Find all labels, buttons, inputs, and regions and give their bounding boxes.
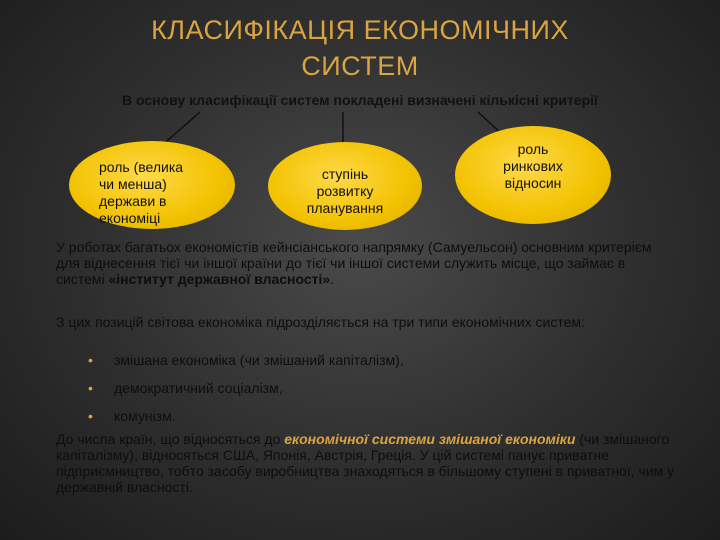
list-item-text: змішана економіка (чи змішаний капіталізм), xyxy=(114,352,404,368)
paragraph-keynesian xyxy=(56,239,676,287)
bullet-icon: • xyxy=(88,408,93,424)
criterion-planning xyxy=(268,142,422,230)
criterion-line: ринкових xyxy=(503,158,563,174)
criterion-line: роль (велика xyxy=(99,159,184,175)
criterion-line: чи менша) xyxy=(99,176,167,192)
system-types-list xyxy=(88,352,404,436)
criterion-line: роль xyxy=(517,141,549,157)
criterion-market-role xyxy=(455,126,611,224)
list-item-text: комунізм. xyxy=(114,408,176,424)
list-item xyxy=(88,352,404,380)
paragraph-start: До числа країн, що відносяться до xyxy=(56,431,285,447)
title-line-1: КЛАСИФІКАЦІЯ ЕКОНОМІЧНИХ xyxy=(151,15,569,45)
paragraph-end: . xyxy=(330,271,335,287)
title-line-2: СИСТЕМ xyxy=(301,51,419,81)
slide-subtitle: В основу класифікації систем покладені визначені кількісні критерії xyxy=(122,92,598,108)
criterion-line: економіці xyxy=(99,210,161,226)
mixed-economy-term: економічної системи змішаної економіки xyxy=(284,431,576,447)
criterion-line: ступінь xyxy=(321,166,369,182)
state-property-term: «інститут державної власності» xyxy=(108,271,331,287)
criterion-line: планування xyxy=(306,200,384,216)
paragraph-end: (чи змішаного капіталізму), відносяться США, Японія, Австрія, Греція. У цій системі панує приватне підприємництво, тобто засобу виробництва знаходяться в більшому ступені в приватної, чим у державній власності. xyxy=(56,431,675,495)
criterion-line: відносин xyxy=(504,175,562,191)
criterion-line: розвитку xyxy=(316,183,374,199)
list-item xyxy=(88,380,404,408)
paragraph-mixed-economy xyxy=(56,431,676,495)
paragraph-three-types: З цих позицій світова економіка підрозділяється на три типи економічних систем: xyxy=(56,314,585,330)
list-item-text: демократичний соціалізм, xyxy=(114,380,283,396)
criterion-line: держави в xyxy=(99,193,167,209)
paragraph-text: У роботах багатьох економістів кейнсіанського напрямку (Самуельсон) основним критерієм для віднесення тієї чи іншої країни до тієї чи іншої системи служить місце, що займає в системі xyxy=(56,239,652,287)
bullet-icon: • xyxy=(88,352,93,368)
bullet-icon: • xyxy=(88,380,93,396)
criterion-state-role xyxy=(69,141,235,229)
